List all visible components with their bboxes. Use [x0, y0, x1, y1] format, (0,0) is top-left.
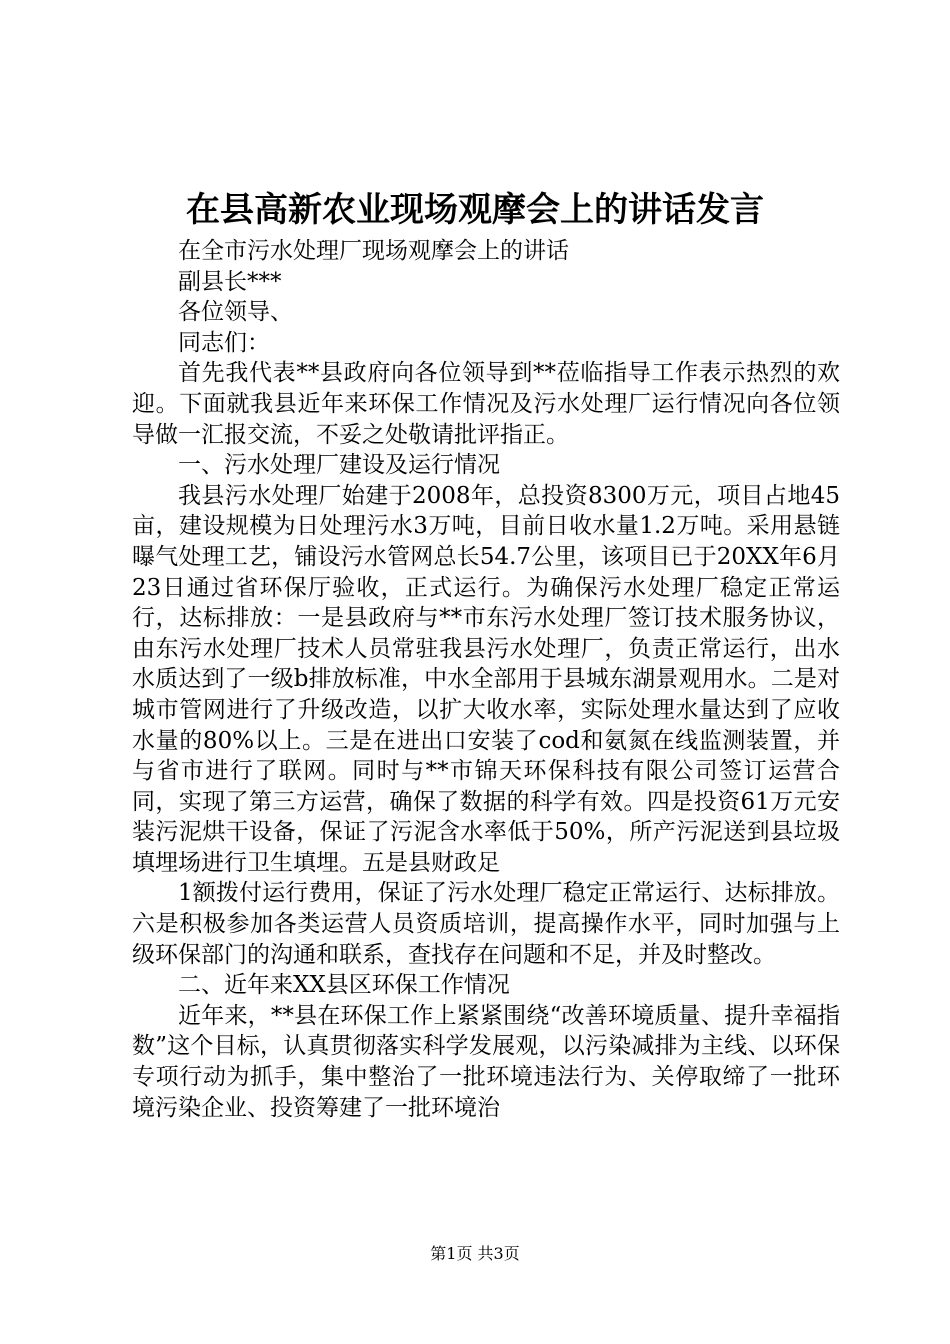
salutation-paragraph: 同志们： [178, 329, 270, 356]
salutation-paragraph: 各位领导、 [178, 299, 293, 326]
body-paragraph: 近年来，**县在环保工作上紧紧围绕“改善环境质量、提升幸福指数”这个目标，认真贯彻落实科学发展观，以污染减排为主线、以环保专项行动为抓手，集中整治了一批环境违法行为、关停取缔了一批环境污染企业、投资筹建了一批环境治 [132, 1002, 840, 1121]
body-paragraph: 我县污水处理厂始建于2008年，总投资8300万元，项目占地45亩，建设规模为日处理污水3万吨，目前日收水量1.2万吨。采用悬链曝气处理工艺，铺设污水管网总长54.7公里，该项目已于20XX年6月23日通过省环保厅验收，正式运行。为确保污水处理厂稳定正常运行，达标排放：一是县政府与**市东污水处理厂签订技术服务协议，由东污水处理厂技术人员常驻我县污水处理厂，负责正常运行，出水水质达到了一级b排放标准，中水全部用于县城东湖景观用水。二是对城市管网进行了升级改造，以扩大收水率，实际处理水量达到了应收水量的80%以上。三是在进出口安装了cod和氨氮在线监测装置，并与省市进行了联网。同时与**市锦天环保科技有限公司签订运营合同，实现了第三方运营，确保了数据的科学有效。四是投资61万元安装污泥烘干设备，保证了污泥含水率低于50%，所产污泥送到县垃圾填埋场进行卫生填埋。五是县财政足 [132, 482, 840, 876]
document-body [132, 236, 840, 1123]
page-footer: 第1页 共3页 [430, 1244, 520, 1263]
body-paragraph: 首先我代表**县政府向各位领导到**莅临指导工作表示热烈的欢迎。下面就我县近年来环保工作情况及污水处理厂运行情况向各位领导做一汇报交流，不妥之处敬请批评指正。 [132, 360, 840, 448]
speaker-paragraph: 副县长*** [178, 268, 282, 295]
section-heading: 一、污水处理厂建设及运行情况 [178, 452, 500, 479]
body-paragraph: 1额拨付运行费用，保证了污水处理厂稳定正常运行、达标排放。六是积极参加各类运营人员资质培训，提高操作水平，同时加强与上级环保部门的沟通和联系，查找存在问题和不足，并及时整改。 [132, 880, 840, 968]
section-heading: 二、近年来XX县区环保工作情况 [178, 972, 510, 999]
subtitle-paragraph: 在全市污水处理厂现场观摩会上的讲话 [178, 238, 569, 264]
document-title: 在县高新农业现场观摩会上的讲话发言 [186, 190, 764, 230]
